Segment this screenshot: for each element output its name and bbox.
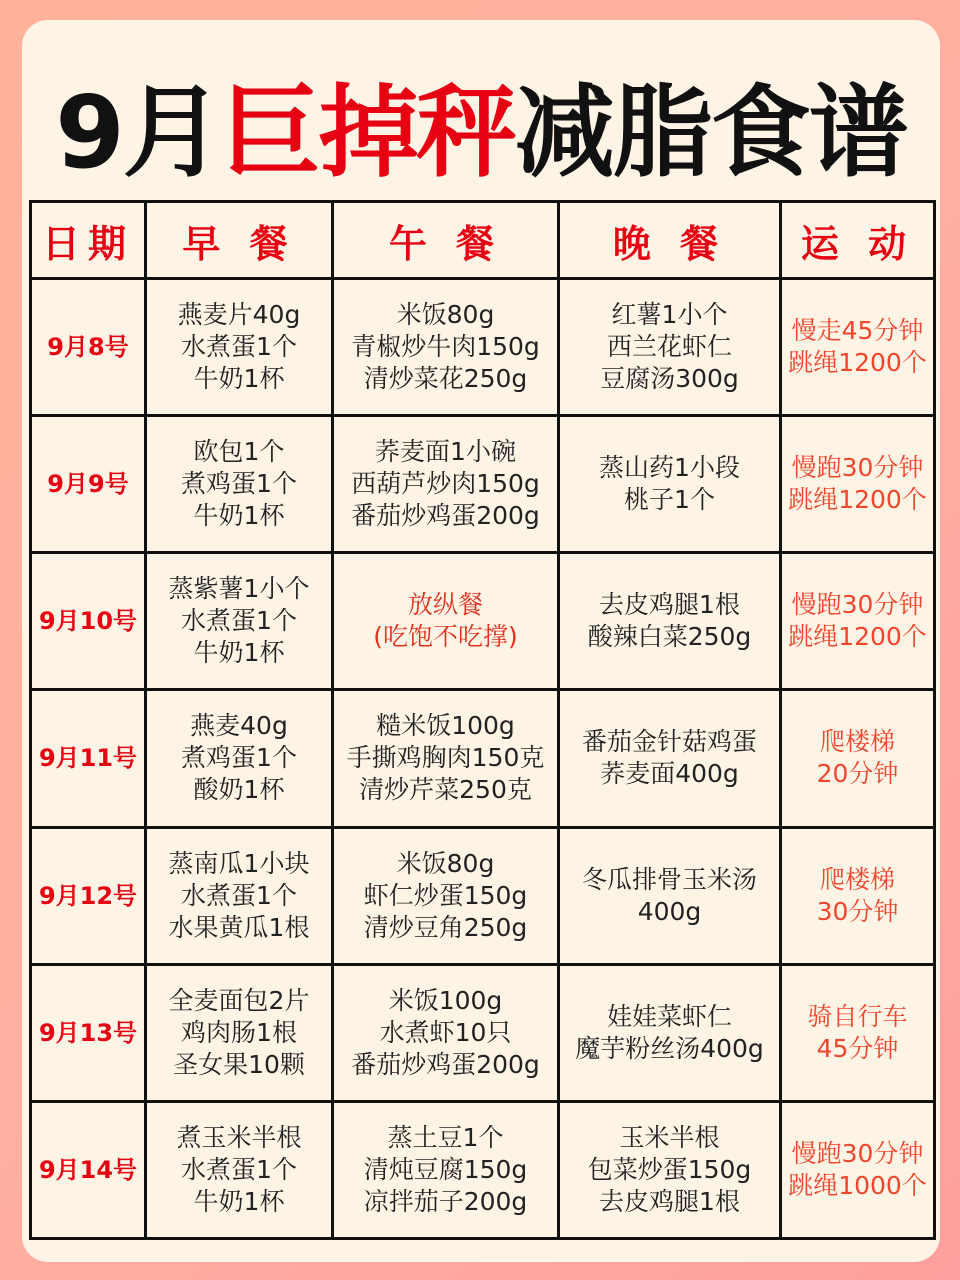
header-lunch: 午 餐 [333,202,559,279]
date-cell: 9月9号 [31,416,146,553]
lunch-item: 水煮虾10只 [379,1017,512,1047]
lunch-item: 米饭80g [396,300,495,330]
breakfast-item: 全麦面包2片 [168,985,310,1015]
exercise-cell [781,964,935,1101]
lunch-item: 放纵餐 [407,590,483,620]
breakfast-item: 燕麦片40g [177,300,301,330]
exercise-item: 跳绳1200个 [788,485,927,515]
dinner-item: 包菜炒蛋150g [587,1154,752,1184]
breakfast-item: 水果黄瓜1根 [168,912,310,942]
dinner-item: 豆腐汤300g [600,364,739,394]
dinner-item: 去皮鸡腿1根 [599,1186,740,1216]
dinner-item: 荞麦面400g [600,759,739,789]
table-row [31,690,935,827]
lunch-cell [333,279,559,416]
breakfast-cell [146,827,333,964]
dinner-item: 娃娃菜虾仁 [606,1001,732,1031]
dinner-cell [559,690,781,827]
breakfast-item: 煮玉米半根 [176,1122,302,1152]
breakfast-item: 水煮蛋1个 [181,606,297,636]
header-row [31,202,935,279]
breakfast-item: 水煮蛋1个 [181,1154,297,1184]
exercise-cell [781,1101,935,1238]
dinner-item: 红薯1小个 [611,300,728,330]
header-exercise: 运 动 [781,202,935,279]
dinner-item: 番茄金针菇鸡蛋 [581,727,757,757]
dinner-item: 冬瓜排骨玉米汤 [581,864,757,894]
lunch-item: 手撕鸡胸肉150克 [346,743,545,773]
header-breakfast: 早 餐 [146,202,333,279]
dinner-cell [559,416,781,553]
breakfast-item: 煮鸡蛋1个 [181,469,297,499]
lunch-item: 清炒豆角250g [363,912,528,942]
breakfast-item: 牛奶1杯 [193,638,285,668]
meal-table-body [31,279,935,1239]
breakfast-item: 煮鸡蛋1个 [181,743,297,773]
table-row [31,416,935,553]
exercise-cell [781,279,935,416]
lunch-item: 清炒菜花250g [363,364,528,394]
exercise-item: 慢跑30分钟 [791,453,924,483]
table-row [31,279,935,416]
dinner-item: 西兰花虾仁 [606,332,732,362]
lunch-item: 糙米饭100g [376,711,515,741]
breakfast-item: 水煮蛋1个 [181,880,297,910]
breakfast-item: 牛奶1杯 [193,1186,285,1216]
breakfast-cell [146,553,333,690]
exercise-item: 慢走45分钟 [791,316,924,346]
breakfast-cell [146,279,333,416]
dinner-item: 桃子1个 [624,485,715,515]
lunch-cell [333,964,559,1101]
date-cell: 9月13号 [31,964,146,1101]
exercise-cell [781,553,935,690]
table-row [31,553,935,690]
lunch-item: 青椒炒牛肉150g [351,332,540,362]
header-dinner: 晚 餐 [559,202,781,279]
lunch-cell [333,690,559,827]
recipe-card [22,20,940,1262]
date-cell: 9月14号 [31,1101,146,1238]
page-title [22,58,940,208]
breakfast-cell [146,964,333,1101]
dinner-item: 魔芋粉丝汤400g [575,1033,764,1063]
exercise-item: 骑自行车 [807,1001,908,1031]
exercise-item: 慢跑30分钟 [791,590,924,620]
breakfast-item: 圣女果10颗 [173,1049,305,1079]
breakfast-item: 鸡肉肠1根 [181,1017,297,1047]
lunch-item: 清炒芹菜250克 [359,775,532,805]
breakfast-item: 牛奶1杯 [193,364,285,394]
exercise-cell [781,827,935,964]
title-rest: 减脂食谱 [514,74,907,191]
exercise-item: 20分钟 [816,759,899,789]
exercise-item: 跳绳1000个 [788,1170,927,1200]
breakfast-item: 牛奶1杯 [193,501,285,531]
lunch-cell [333,1101,559,1238]
table-row [31,1101,935,1238]
exercise-item: 爬楼梯 [819,727,895,757]
dinner-item: 蒸山药1小段 [599,453,740,483]
lunch-item: 蒸土豆1个 [387,1122,504,1152]
dinner-cell [559,1101,781,1238]
exercise-item: 跳绳1200个 [788,348,927,378]
dinner-item: 玉米半根 [619,1122,720,1152]
lunch-item: 清炖豆腐150g [363,1154,528,1184]
lunch-cell [333,827,559,964]
exercise-item: 爬楼梯 [819,864,895,894]
breakfast-cell [146,1101,333,1238]
date-cell: 9月11号 [31,690,146,827]
exercise-cell [781,416,935,553]
dinner-cell [559,827,781,964]
header-date: 日期 [31,202,146,279]
lunch-item: 米饭100g [388,985,503,1015]
lunch-item: 凉拌茄子200g [363,1186,528,1216]
dinner-item: 酸辣白菜250g [587,622,752,652]
dinner-cell [559,964,781,1101]
lunch-cell [333,416,559,553]
lunch-item: 番茄炒鸡蛋200g [351,1049,540,1079]
table-row [31,964,935,1101]
breakfast-item: 水煮蛋1个 [181,332,297,362]
breakfast-item: 燕麦40g [190,711,288,741]
breakfast-item: 蒸紫薯1小个 [168,574,310,604]
date-cell: 9月10号 [31,553,146,690]
meal-plan-table [29,200,936,1240]
dinner-cell [559,553,781,690]
dinner-item: 去皮鸡腿1根 [599,590,740,620]
exercise-cell [781,690,935,827]
exercise-item: 45分钟 [816,1033,899,1063]
table-row [31,827,935,964]
dinner-cell [559,279,781,416]
lunch-item: 米饭80g [396,848,495,878]
lunch-item: 虾仁炒蛋150g [363,880,528,910]
exercise-item: 30分钟 [816,896,899,926]
title-month: 9月 [55,74,221,191]
lunch-item: 番茄炒鸡蛋200g [351,501,540,531]
lunch-item: 荞麦面1小碗 [375,437,516,467]
lunch-cell [333,553,559,690]
breakfast-cell [146,416,333,553]
breakfast-item: 蒸南瓜1小块 [168,848,310,878]
breakfast-item: 欧包1个 [193,437,285,467]
exercise-item: 慢跑30分钟 [791,1138,924,1168]
breakfast-cell [146,690,333,827]
dinner-item: 400g [637,896,702,926]
date-cell: 9月8号 [31,279,146,416]
breakfast-item: 酸奶1杯 [193,775,285,805]
date-cell: 9月12号 [31,827,146,964]
exercise-item: 跳绳1200个 [788,622,927,652]
title-highlight: 巨掉秤 [220,74,515,191]
lunch-item: 西葫芦炒肉150g [351,469,540,499]
lunch-item: (吃饱不吃撑) [373,622,518,652]
